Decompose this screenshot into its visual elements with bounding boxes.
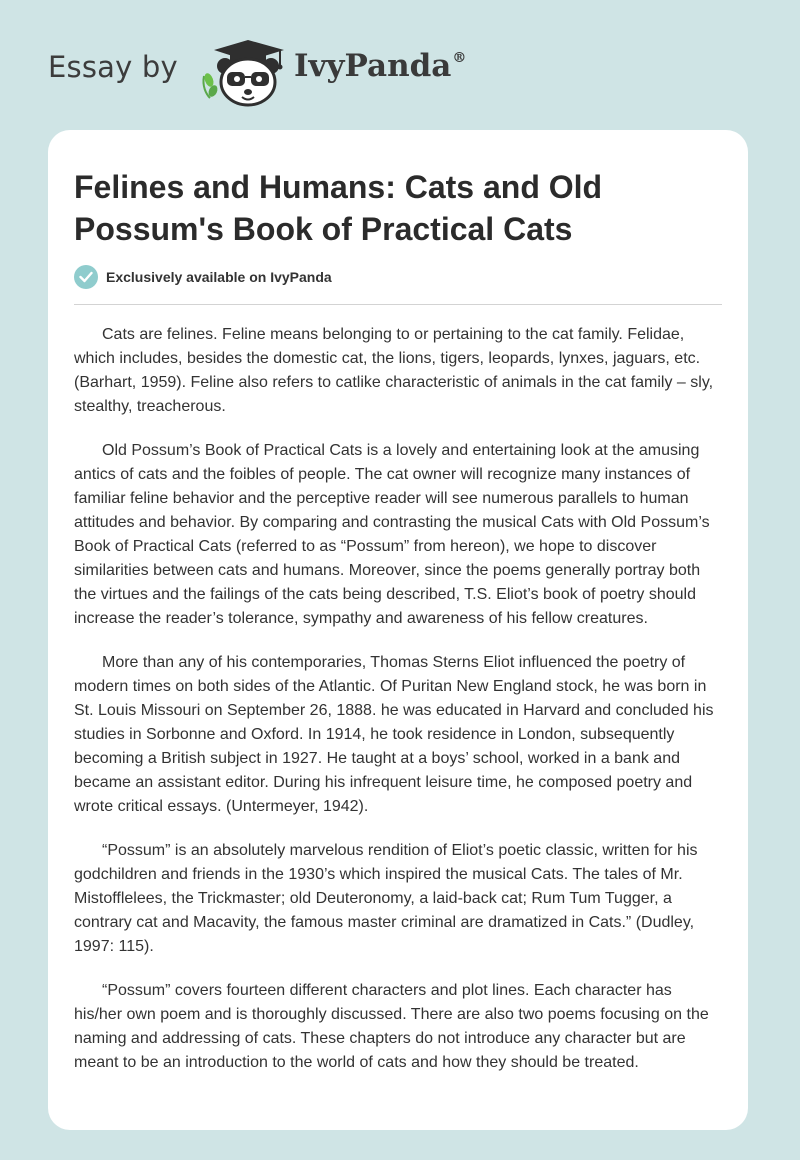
exclusive-badge-label: Exclusively available on IvyPanda [106,269,332,285]
brand-logo-text[interactable]: IvyPanda® [294,48,467,84]
paragraph: Cats are felines. Feline means belonging to or pertaining to the cat family. Felidae, which includes, besides the domestic cat, the lions, tigers, leopards, lynxes, jaguars, etc. (Barhart, 1959). Feline also refers to catlike characteristic of animals in the cat family – sly, stealthy, treacherous. [74,326,714,415]
article-body [74,323,722,1095]
site-header [48,36,548,108]
essay-by-label: Essay by [48,50,178,84]
exclusive-badge [74,264,332,290]
check-circle-icon [74,265,98,289]
paragraph: “Possum” is an absolutely marvelous rendition of Eliot’s poetic classic, written for his godchildren and friends in the 1930’s which inspired the musical Cats. The tales of Mr. Mistofflelees, the Trickmaster; old Deuteronomy, a laid-back cat; Rum Tum Tugger, a contrary cat and Macavity, the famous master criminal are dramatized in Cats.” (Dudley, 1997: 115). [74,842,698,955]
paragraph: More than any of his contemporaries, Thomas Sterns Eliot influenced the poetry of modern times on both sides of the Atlantic. Of Puritan New England stock, he was born in St. Louis Missouri on September 26, 1888. he was educated in Harvard and concluded his studies in Sorbonne and Oxford. In 1914, he took residence in London, subsequently becoming a British subject in 1927. He taught at a boys’ school, worked in a bank and became an assistant editor. During his infrequent leisure time, he composed poetry and wrote critical essays. (Untermeyer, 1942). [74,654,714,815]
divider [74,304,722,305]
page-title: Felines and Humans: Cats and Old Possum's Book of Practical Cats [74,169,603,247]
paragraph: “Possum” covers fourteen different characters and plot lines. Each character has his/her own poem and is thoroughly discussed. There are also two poems focusing on the naming and addressing of cats. These chapters do not introduce any character but are meant to be an introduction to the world of cats and how they should be treated. [74,982,709,1071]
panda-graduate-icon[interactable] [200,36,288,108]
article-card [48,130,748,1130]
paragraph: Old Possum’s Book of Practical Cats is a lovely and entertaining look at the amusing antics of cats and the foibles of people. The cat owner will recognize many instances of familiar feline behavior and the perceptive reader will see numerous parallels to human attitudes and behavior. By comparing and contrasting the musical Cats with Old Possum’s Book of Practical Cats (referred to as “Possum” from hereon), we hope to discover similarities between cats and humans. Moreover, since the poems generally portray both the virtues and the failings of the cats being described, T.S. Eliot’s book of poetry should increase the reader’s tolerance, sympathy and awareness of his fellow creatures. [74,442,710,627]
